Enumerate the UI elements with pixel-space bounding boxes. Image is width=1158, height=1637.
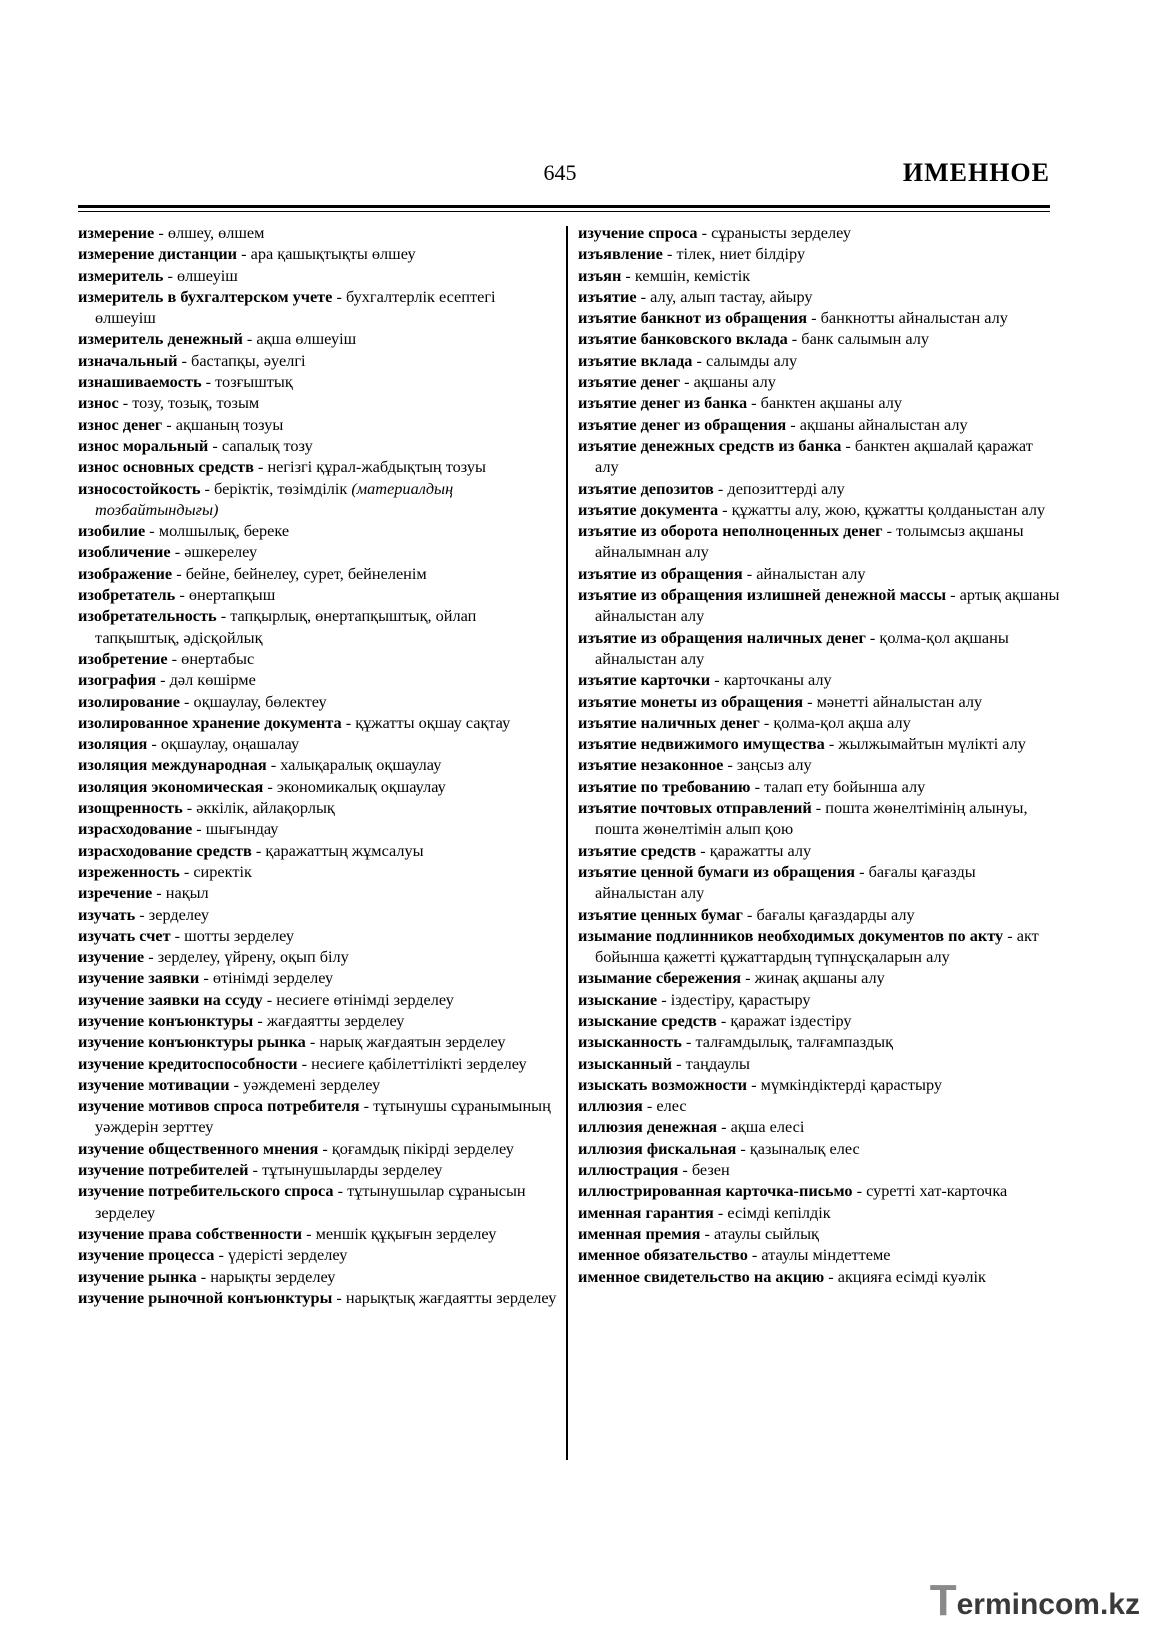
entry-definition: кемшін, кемістік: [634, 265, 751, 285]
dictionary-entry: изначальный - бастапқы, әуелгі: [78, 350, 306, 370]
entry-definition: атаулы сыйлық: [713, 1223, 819, 1243]
entry-term: иллюстрированная карточка-письмо: [578, 1181, 853, 1201]
entry-term: изоляция международная: [78, 755, 267, 775]
entry-definition: өлшеу, өлшем: [167, 223, 265, 242]
entry-definition: ара қашықтықты өлшеу: [250, 244, 416, 264]
entry-term: изучение спроса: [578, 223, 698, 242]
dictionary-entry: износостойкость - беріктік, төзімділік (материалдың тозбайтындығы): [78, 478, 454, 519]
entry-term: изъятие наличных денег: [578, 712, 760, 732]
dictionary-entry: изъятие монеты из обращения - мәнетті айналыстан алу: [578, 691, 983, 711]
entry-definition: сапалық тозу: [221, 435, 313, 455]
entry-term: изъятие денег: [578, 372, 681, 392]
dictionary-entry: изучать - зерделеу: [78, 904, 209, 924]
dictionary-entry: иллюзия денежная - ақша елесі: [578, 1117, 805, 1137]
entry-term: иллюзия фискальная: [578, 1138, 737, 1158]
entry-term: изъятие незаконное: [578, 755, 724, 775]
entry-term: именное обязательство: [578, 1245, 748, 1265]
dictionary-entry: именное свидетельство на акцию - акцияға есімді куәлік: [578, 1266, 986, 1286]
entry-term: изысканный: [578, 1053, 672, 1073]
right-column: [578, 222, 1060, 1287]
entry-term: изучение процесса: [78, 1245, 215, 1265]
dictionary-entry: изъятие наличных денег - қолма-қол ақша алу: [578, 712, 911, 732]
entry-definition: әшкерелеу: [184, 542, 258, 562]
dictionary-entry: именная премия - атаулы сыйлық: [578, 1223, 819, 1243]
entry-definition: салымды алу: [706, 350, 798, 370]
entry-term: иллюстрация: [578, 1160, 679, 1180]
dictionary-entry: изучение права собственности - меншік құқығын зерделеу: [78, 1223, 497, 1243]
dictionary-entry: изысканность - талғамдылық, талғампаздық: [578, 1032, 894, 1052]
dictionary-entry: изъятие ценной бумаги из обращения - бағалы қағазды айналыстан алу: [578, 861, 976, 903]
dictionary-entry: изъятие документа - құжатты алу, жою, құжатты қолданыстан алу: [578, 499, 1046, 519]
left-column: [78, 222, 558, 1308]
entry-term: изыскать возможности: [578, 1074, 748, 1094]
dictionary-entry: изреженность - сиректік: [78, 861, 252, 881]
entry-term: изучение конъюнктуры рынка: [78, 1032, 306, 1052]
dictionary-entry: износ моральный - сапалық тозу: [78, 435, 313, 455]
entry-term: изография: [78, 670, 157, 690]
entry-definition: мүмкіндіктерді қарастыру: [760, 1074, 943, 1094]
entry-definition: бейне, бейнелеу, сурет, бейнеленім: [185, 563, 427, 583]
entry-definition: мәнетті айналыстан алу: [816, 691, 983, 711]
dictionary-entry: изысканный - таңдаулы: [578, 1053, 750, 1073]
entry-definition: нарықтық жағдаятты зерделеу: [345, 1287, 557, 1307]
entry-definition: оқшаулау, бөлектеу: [193, 691, 327, 711]
entry-term: изъятие почтовых отправлений: [578, 798, 812, 818]
entry-definition: банкнотты айналыстан алу: [820, 308, 1008, 328]
entry-definition: зерделеу: [148, 904, 209, 924]
entry-definition: бағалы қағазды айналыстан алу: [595, 861, 976, 903]
entry-term: изъятие банковского вклада: [578, 329, 788, 349]
entry-definition: қолма-қол ақшаны айналыстан алу: [595, 627, 1009, 668]
entry-term: износ: [78, 393, 119, 413]
entry-definition: банктен ақшаны алу: [760, 393, 902, 413]
entry-definition: тапқырлық, өнертапқыштық, ойлап тапқыштық, әдісқойлық: [95, 606, 477, 647]
dictionary-entry: изъятие денежных средств из банка - банктен ақшалай қаражат алу: [578, 435, 1033, 477]
entry-term: измерение: [78, 223, 155, 242]
entry-term: измеритель: [78, 265, 164, 285]
dictionary-entry: изъятие депозитов - депозиттерді алу: [578, 478, 845, 498]
entry-term: измерение дистанции: [78, 244, 238, 264]
entry-definition: акт бойынша қажетті құжаттардың түпнұсқаларын алу: [595, 925, 1039, 967]
dictionary-entry: изымание подлинников необходимых документов по акту - акт бойынша қажетті құжаттардың түпнұсқаларын алу: [578, 925, 1039, 967]
dictionary-entry: изъятие денег из обращения - ақшаны айналыстан алу: [578, 414, 968, 434]
dictionary-entry: изъятие незаконное - заңсыз алу: [578, 755, 812, 775]
dictionary-entry: измеритель - өлшеуіш: [78, 265, 238, 285]
dictionary-entry: измеритель денежный - ақша өлшеуіш: [78, 329, 357, 349]
entry-note: (материалдың тозбайтындығы): [95, 478, 454, 519]
entry-definition: өлшеуіш: [176, 265, 238, 285]
dictionary-entry: иллюзия фискальная - қазыналық елес: [578, 1138, 860, 1158]
entry-term: износ денег: [78, 414, 163, 434]
dictionary-entry: изучение конъюнктуры рынка - нарық жағдаятын зерделеу: [78, 1032, 506, 1052]
dictionary-entry: изучение рынка - нарықты зерделеу: [78, 1266, 336, 1286]
entry-definition: қазыналық елес: [749, 1138, 860, 1158]
entry-term: изъятие денежных средств из банка: [578, 435, 842, 455]
entry-definition: талғамдылық, талғампаздық: [695, 1032, 894, 1052]
dictionary-entry: изолирование - оқшаулау, бөлектеу: [78, 691, 327, 711]
entry-definition: банктен ақшалай қаражат алу: [595, 435, 1033, 477]
entry-term: изначальный: [78, 350, 178, 370]
entry-term: изыскание средств: [578, 1010, 717, 1030]
header-rule-thick: [78, 205, 1050, 208]
entry-term: именная премия: [578, 1223, 701, 1243]
entry-definition: карточканы алу: [723, 670, 832, 690]
dictionary-entry: изъятие ценных бумаг - бағалы қағаздарды алу: [578, 904, 915, 924]
dictionary-entry: изучение кредитоспособности - несиеге қабілеттілікті зерделеу: [78, 1053, 527, 1073]
entry-term: изысканность: [578, 1032, 682, 1052]
dictionary-entry: изучение - зерделеу, үйрену, оқып білу: [78, 947, 349, 967]
dictionary-entry: изыскать возможности - мүмкіндіктерді қарастыру: [578, 1074, 943, 1094]
entry-definition: банк салымын алу: [801, 329, 930, 349]
entry-term: изоляция: [78, 734, 148, 754]
entry-definition: тұтынушыларды зерделеу: [262, 1160, 443, 1180]
entry-term: именное свидетельство на акцию: [578, 1266, 825, 1286]
dictionary-entry: изыскание средств - қаражат іздестіру: [578, 1010, 852, 1030]
dictionary-entry: изъятие средств - қаражатты алу: [578, 840, 812, 860]
dictionary-entry: изучение общественного мнения - қоғамдық пікірді зерделеу: [78, 1138, 514, 1158]
entry-term: израсходование средств: [78, 840, 252, 860]
entry-definition: пошта жөнелтімінің алынуы, пошта жөнелтімін алып қою: [595, 798, 1028, 839]
entry-term: изреженность: [78, 861, 180, 881]
entry-term: изымание подлинников необходимых документов по акту: [578, 925, 1004, 945]
entry-definition: жинақ ақшаны алу: [754, 968, 885, 988]
entry-term: изъявление: [578, 244, 663, 264]
entry-term: изучение конъюнктуры: [78, 1010, 254, 1030]
entry-term: износ моральный: [78, 435, 209, 455]
entry-term: изоляция экономическая: [78, 776, 264, 796]
entry-term: изучение мотивов спроса потребителя: [78, 1096, 360, 1116]
entry-definition: қаражаттың жұмсалуы: [265, 840, 424, 860]
dictionary-entry: измерение дистанции - ара қашықтықты өлшеу: [78, 244, 416, 264]
entry-term: изъятие по требованию: [578, 776, 751, 796]
entry-definition: құжатты оқшау сақтау: [355, 712, 511, 732]
entry-term: изъятие депозитов: [578, 478, 714, 498]
entry-term: изречение: [78, 883, 153, 903]
entry-definition: сиректік: [193, 861, 252, 881]
dictionary-entry: изъятие банкнот из обращения - банкнотты айналыстан алу: [578, 308, 1008, 328]
entry-term: изъятие денег из банка: [578, 393, 748, 413]
entry-definition: талап ету бойынша алу: [764, 776, 926, 796]
entry-definition: тозғыштық: [215, 372, 293, 392]
entry-definition: несиеге өтінімді зерделеу: [276, 989, 454, 1009]
entry-definition: әккілік, айлақорлық: [196, 798, 335, 818]
entry-definition: тозу, тозық, тозым: [132, 393, 260, 413]
entry-term: изыскание: [578, 989, 658, 1009]
dictionary-entry: изография - дәл көшірме: [78, 670, 256, 690]
entry-definition: қаражатты алу: [709, 840, 812, 860]
entry-term: износостойкость: [78, 478, 201, 498]
entry-term: изучение потребительского спроса: [78, 1181, 334, 1201]
dictionary-entry: изолированное хранение документа - құжатты оқшау сақтау: [78, 712, 511, 732]
entry-definition: безен: [691, 1160, 730, 1180]
entry-definition: бағалы қағаздарды алу: [756, 904, 915, 924]
dictionary-entry: изыскание - іздестіру, қарастыру: [578, 989, 811, 1009]
entry-definition: оқшаулау, оңашалау: [160, 734, 300, 754]
entry-definition: құжатты алу, жою, құжатты қолданыстан алу: [731, 499, 1046, 519]
entry-definition: шотты зерделеу: [184, 925, 295, 945]
entry-term: изобилие: [78, 521, 146, 541]
entry-definition: депозиттерді алу: [727, 478, 845, 498]
watermark-initial: T: [929, 1576, 957, 1625]
dictionary-entry: иллюзия - елес: [578, 1096, 687, 1116]
entry-definition: уәждемені зерделеу: [243, 1074, 381, 1094]
dictionary-entry: израсходование средств - қаражаттың жұмсалуы: [78, 840, 424, 860]
dictionary-entry: изучение спроса - сұранысты зерделеу: [578, 223, 852, 242]
dictionary-entry: изъятие вклада - салымды алу: [578, 350, 798, 370]
dictionary-entry: измерение - өлшеу, өлшем: [78, 223, 265, 242]
entry-definition: қолма-қол ақша алу: [773, 712, 911, 732]
dictionary-entry: изучение потребительского спроса - тұтынушылар сұранысын зерделеу: [78, 1181, 526, 1222]
dictionary-entry: изучение заявки - өтінімді зерделеу: [78, 968, 334, 988]
entry-definition: қаражат іздестіру: [730, 1010, 852, 1030]
dictionary-entry: изощренность - әккілік, айлақорлық: [78, 798, 335, 818]
dictionary-entry: изъятие по требованию - талап ету бойынша алу: [578, 776, 926, 796]
dictionary-entry: изымание сбережения - жинақ ақшаны алу: [578, 968, 885, 988]
entry-definition: ақшаның тозуы: [175, 414, 284, 434]
dictionary-entry: износ основных средств - негізгі құрал-жабдықтың тозуы: [78, 457, 486, 477]
dictionary-entry: именная гарантия - есімді кепілдік: [578, 1202, 831, 1222]
entry-definition: зерделеу, үйрену, оқып білу: [157, 947, 349, 967]
entry-definition: таңдаулы: [685, 1053, 750, 1073]
column-divider: [566, 226, 568, 1460]
dictionary-entry: изоляция экономическая - экономикалық оқшаулау: [78, 776, 446, 796]
entry-term: израсходование: [78, 819, 193, 839]
entry-term: изъятие ценной бумаги из обращения: [578, 861, 856, 881]
entry-term: изымание сбережения: [578, 968, 742, 988]
entry-definition: ақшаны алу: [693, 372, 776, 392]
dictionary-entry: изъятие из оборота неполноценных денег - толымсыз ақшаны айналымнан алу: [578, 521, 1024, 562]
entry-term: изъятие банкнот из обращения: [578, 308, 808, 328]
dictionary-entry: иллюстрированная карточка-письмо - суретті хат-карточка: [578, 1181, 1008, 1201]
entry-definition: қоғамдық пікірді зерделеу: [331, 1138, 514, 1158]
dictionary-entry: изъятие из обращения наличных денег - қолма-қол ақшаны айналыстан алу: [578, 627, 1009, 668]
dictionary-entry: изобретение - өнертабыс: [78, 648, 255, 668]
entry-definition: молшылық, береке: [158, 521, 290, 541]
dictionary-entry: изобретательность - тапқырлық, өнертапқыштық, ойлап тапқыштық, әдісқойлық: [78, 606, 477, 647]
entry-term: изъятие средств: [578, 840, 697, 860]
entry-term: изъятие из обращения излишней денежной массы: [578, 585, 947, 605]
entry-term: изобретение: [78, 648, 168, 668]
dictionary-entry: изображение - бейне, бейнелеу, сурет, бейнеленім: [78, 563, 427, 583]
entry-definition: акцияға есімді куәлік: [837, 1266, 986, 1286]
entry-term: изолирование: [78, 691, 180, 711]
entry-definition: нарықты зерделеу: [210, 1266, 336, 1286]
entry-term: изъятие из оборота неполноценных денег: [578, 521, 883, 541]
entry-definition: суретті хат-карточка: [866, 1181, 1008, 1201]
entry-term: изолированное хранение документа: [78, 712, 342, 732]
entry-term: именная гарантия: [578, 1202, 714, 1222]
entry-term: изучать: [78, 904, 136, 924]
page-number: 645: [543, 160, 577, 185]
entry-definition: дәл көшірме: [169, 670, 256, 690]
dictionary-entry: изнашиваемость - тозғыштық: [78, 372, 293, 392]
entry-definition: шығындау: [205, 819, 279, 839]
dictionary-entry: изучение конъюнктуры - жағдаятты зерделеу: [78, 1010, 405, 1030]
entry-definition: артық ақшаны айналыстан алу: [595, 585, 1060, 626]
entry-definition: ақшаны айналыстан алу: [799, 414, 968, 434]
dictionary-entry: изъятие из обращения излишней денежной массы - артық ақшаны айналыстан алу: [578, 585, 1060, 626]
dictionary-entry: изъятие почтовых отправлений - пошта жөнелтімінің алынуы, пошта жөнелтімін алып қою: [578, 798, 1028, 839]
dictionary-entry: изъятие денег из банка - банктен ақшаны алу: [578, 393, 902, 413]
dictionary-entry: изобретатель - өнертапқыш: [78, 585, 276, 605]
dictionary-entry: измеритель в бухгалтерском учете - бухгалтерлік есептегі өлшеуіш: [78, 286, 496, 328]
entry-term: изучение рыночной конъюнктуры: [78, 1287, 333, 1307]
entry-definition: тілек, ниет білдіру: [676, 244, 806, 264]
entry-term: износ основных средств: [78, 457, 254, 477]
dictionary-entry: изъян - кемшін, кемістік: [578, 265, 751, 285]
entry-definition: халықаралық оқшаулау: [280, 755, 442, 775]
entry-definition: ақша өлшеуіш: [256, 329, 357, 349]
entry-definition: атаулы міндеттеме: [761, 1245, 891, 1265]
entry-definition: экономикалық оқшаулау: [276, 776, 446, 796]
dictionary-entry: изучать счет - шотты зерделеу: [78, 925, 295, 945]
dictionary-entry: изъятие из обращения - айналыстан алу: [578, 563, 866, 583]
entry-term: изъятие недвижимого имущества: [578, 734, 825, 754]
entry-term: изъятие из обращения наличных денег: [578, 627, 866, 647]
entry-term: изучение мотивации: [78, 1074, 230, 1094]
entry-definition: негізгі құрал-жабдықтың тозуы: [267, 457, 486, 477]
entry-term: изъятие карточки: [578, 670, 711, 690]
dictionary-entry: изоляция - оқшаулау, оңашалау: [78, 734, 300, 754]
entry-term: изучение кредитоспособности: [78, 1053, 298, 1073]
dictionary-entry: изоляция международная - халықаралық оқшаулау: [78, 755, 442, 775]
dictionary-entry: износ денег - ақшаның тозуы: [78, 414, 284, 434]
entry-definition: тұтынушы сұранымының уәждерін зерттеу: [95, 1096, 551, 1137]
entry-term: изучение заявки: [78, 968, 200, 988]
dictionary-entry: изучение процесса - үдерісті зерделеу: [78, 1245, 348, 1265]
dictionary-entry: изучение потребителей - тұтынушыларды зерделеу: [78, 1160, 443, 1180]
entry-definition: алу, алып тастау, айыру: [650, 286, 813, 306]
entry-definition: іздестіру, қарастыру: [670, 989, 811, 1009]
entry-term: изучение потребителей: [78, 1160, 249, 1180]
dictionary-entry: иллюстрация - безен: [578, 1160, 730, 1180]
entry-term: изучать счет: [78, 925, 171, 945]
watermark-text: ermincom.kz: [956, 1588, 1140, 1621]
header-rule-thin: [78, 211, 1050, 212]
dictionary-entry: износ - тозу, тозық, тозым: [78, 393, 260, 413]
entry-term: изощренность: [78, 798, 183, 818]
entry-definition: өнертапқыш: [188, 585, 276, 605]
entry-definition: өнертабыс: [181, 648, 255, 668]
entry-definition: жағдаятты зерделеу: [266, 1010, 405, 1030]
guide-word: ИМЕННОЕ: [902, 158, 1050, 187]
entry-term: изъятие документа: [578, 499, 719, 519]
entry-term: изображение: [78, 563, 173, 583]
entry-term: измеритель в бухгалтерском учете: [78, 286, 333, 306]
entry-term: измеритель денежный: [78, 329, 243, 349]
dictionary-entry: изучение мотивации - уәждемені зерделеу: [78, 1074, 381, 1094]
entry-definition: нақыл: [165, 883, 209, 903]
entry-definition: есімді кепілдік: [727, 1202, 831, 1222]
entry-definition: айналыстан алу: [756, 563, 866, 583]
entry-definition: тұтынушылар сұранысын зерделеу: [95, 1181, 526, 1222]
dictionary-entry: изобилие - молшылық, береке: [78, 521, 290, 541]
entry-definition: бухгалтерлік есептегі өлшеуіш: [95, 286, 496, 328]
dictionary-entry: изучение мотивов спроса потребителя - тұтынушы сұранымының уәждерін зерттеу: [78, 1096, 551, 1137]
entry-definition: меншік құқығын зерделеу: [315, 1223, 497, 1243]
dictionary-entry: изъятие банковского вклада - банк салымын алу: [578, 329, 930, 349]
entry-definition: ақша елесі: [730, 1117, 805, 1137]
dictionary-entry: изучение рыночной конъюнктуры - нарықтық жағдаятты зерделеу: [78, 1287, 557, 1307]
entry-definition: елес: [656, 1096, 687, 1116]
entry-term: изъятие ценных бумаг: [578, 904, 743, 924]
entry-term: изнашиваемость: [78, 372, 202, 392]
dictionary-entry: изъятие денег - ақшаны алу: [578, 372, 776, 392]
dictionary-entry: изречение - нақыл: [78, 883, 209, 903]
entry-term: изъятие денег из обращения: [578, 414, 787, 434]
entry-term: изобретательность: [78, 606, 217, 626]
dictionary-entry: именное обязательство - атаулы міндеттеме: [578, 1245, 891, 1265]
entry-term: изобличение: [78, 542, 171, 562]
dictionary-entry: израсходование - шығындау: [78, 819, 279, 839]
entry-term: изучение: [78, 947, 145, 967]
entry-term: изъян: [578, 265, 622, 285]
entry-term: изучение общественного мнения: [78, 1138, 319, 1158]
entry-term: изъятие вклада: [578, 350, 693, 370]
entry-definition: заңсыз алу: [736, 755, 812, 775]
entry-term: изобретатель: [78, 585, 176, 605]
entry-definition: нарық жағдаятын зерделеу: [319, 1032, 506, 1052]
entry-definition: несиеге қабілеттілікті зерделеу: [311, 1053, 527, 1073]
entry-definition: бастапқы, әуелгі: [191, 350, 306, 370]
termincom-watermark: [929, 1576, 1140, 1625]
dictionary-entry: изучение заявки на ссуду - несиеге өтінімді зерделеу: [78, 989, 454, 1009]
entry-term: иллюзия денежная: [578, 1117, 718, 1137]
entry-definition: жылжымайтын мүлікті алу: [838, 734, 1026, 754]
entry-definition: беріктік, төзімділік: [214, 478, 348, 498]
entry-term: изучение права собственности: [78, 1223, 303, 1243]
entry-term: изучение заявки на ссуду: [78, 989, 263, 1009]
entry-definition: өтінімді зерделеу: [212, 968, 334, 988]
entry-definition: үдерісті зерделеу: [227, 1245, 348, 1265]
entry-term: изъятие монеты из обращения: [578, 691, 804, 711]
entry-definition: толымсыз ақшаны айналымнан алу: [595, 521, 1024, 562]
entry-term: изъятие: [578, 286, 637, 306]
dictionary-entry: изъявление - тілек, ниет білдіру: [578, 244, 806, 264]
dictionary-entry: изъятие карточки - карточканы алу: [578, 670, 832, 690]
dictionary-entry: изъятие - алу, алып тастау, айыру: [578, 286, 813, 306]
dictionary-entry: изобличение - әшкерелеу: [78, 542, 258, 562]
entry-term: иллюзия: [578, 1096, 643, 1116]
entry-term: изучение рынка: [78, 1266, 197, 1286]
dictionary-entry: изъятие недвижимого имущества - жылжымайтын мүлікті алу: [578, 734, 1026, 754]
entry-definition: сұранысты зерделеу: [711, 223, 852, 242]
entry-term: изъятие из обращения: [578, 563, 743, 583]
